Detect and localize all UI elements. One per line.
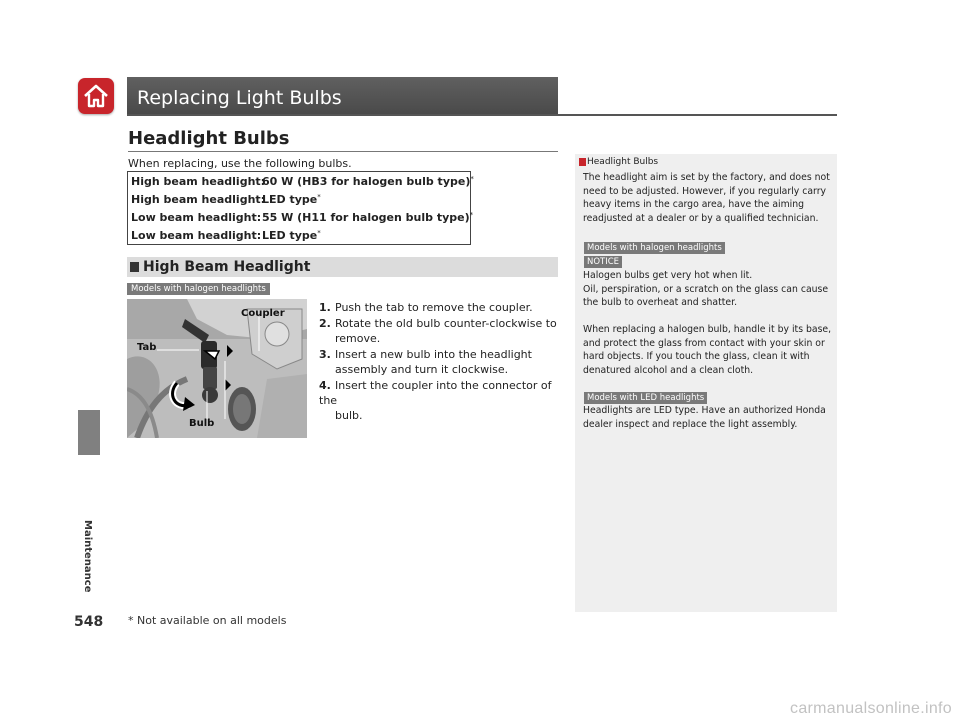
footnote-mark: * xyxy=(317,193,321,201)
footnote-mark: * xyxy=(470,175,474,183)
step-text: Insert the coupler into the connector of the xyxy=(319,379,552,407)
step-text: Insert a new bulb into the headlight xyxy=(335,348,532,361)
title-bar xyxy=(127,77,558,114)
step-text: Push the tab to remove the coupler. xyxy=(335,301,533,314)
step-item xyxy=(319,378,559,423)
section-rule xyxy=(128,151,558,152)
label-tab: Tab xyxy=(137,342,157,353)
model-badge-halogen: Models with halogen headlights xyxy=(584,242,725,254)
headlight-illustration xyxy=(127,299,307,438)
section-title: Headlight Bulbs xyxy=(128,128,290,149)
subsection-title: High Beam Headlight xyxy=(143,259,311,275)
step-item xyxy=(319,347,559,377)
note-paragraph: When replacing a halogen bulb, handle it by its base, and protect the glass from contact with your skin or hard objects. If you touch the glass, clean it with denatured alcohol and a clean cloth. xyxy=(583,324,832,376)
step-number: 4. xyxy=(319,379,331,392)
model-badge-halogen: Models with halogen headlights xyxy=(127,283,270,295)
notice-badge: NOTICE xyxy=(584,256,622,268)
intro-text: When replacing, use the following bulbs. xyxy=(128,157,352,170)
bulb-label: Low beam headlight: xyxy=(131,211,262,224)
step-number: 1. xyxy=(319,301,331,314)
chapter-tab-marker xyxy=(78,410,100,455)
bulb-label: High beam headlight: xyxy=(131,193,266,206)
notes-panel xyxy=(575,154,837,612)
step-number: 2. xyxy=(319,317,331,330)
step-text: Rotate the old bulb counter-clockwise to xyxy=(335,317,557,330)
label-bulb: Bulb xyxy=(189,418,215,429)
footnote-mark: * xyxy=(469,211,474,219)
header-rule xyxy=(127,114,837,116)
chapter-label: Maintenance xyxy=(82,520,93,593)
model-badge-led: Models with LED headlights xyxy=(584,392,707,404)
watermark: carmanualsonline.info xyxy=(790,700,952,717)
bulb-value: 55 W (H11 for halogen bulb type)* xyxy=(262,211,474,224)
page-number: 548 xyxy=(74,614,104,630)
step-number: 3. xyxy=(319,348,331,361)
subsection-heading xyxy=(127,257,558,277)
bulb-value: 60 W (HB3 for halogen bulb type)* xyxy=(262,175,474,188)
bulb-label: High beam headlight: xyxy=(131,175,266,188)
footnote: * Not available on all models xyxy=(128,614,287,627)
footnote-mark: * xyxy=(317,229,321,237)
step-text-cont: assembly and turn it clockwise. xyxy=(335,363,509,376)
bulb-label: Low beam headlight: xyxy=(131,229,262,242)
note-paragraph: The headlight aim is set by the factory, and does not need to be adjusted. However, if you regularly carry heavy items in the cargo area, have the aiming readjusted at a dealer or by a qualified technician. xyxy=(583,172,830,224)
label-coupler: Coupler xyxy=(241,308,285,319)
step-item xyxy=(319,316,559,346)
step-text-cont: remove. xyxy=(335,332,381,345)
home-icon xyxy=(82,82,110,110)
note-paragraph: Headlights are LED type. Have an authorized Honda dealer inspect and replace the light assembly. xyxy=(583,405,826,430)
home-button[interactable] xyxy=(78,78,114,114)
bulb-value: LED type* xyxy=(262,193,321,206)
heading-square-icon xyxy=(130,262,139,272)
step-item xyxy=(319,300,559,315)
note-marker-icon xyxy=(579,158,586,166)
note-paragraph: Halogen bulbs get very hot when lit. Oil, perspiration, or a scratch on the glass can cause the bulb to overheat and shatter. xyxy=(583,270,829,308)
notes-heading: Headlight Bulbs xyxy=(587,157,659,167)
bulb-value: LED type* xyxy=(262,229,321,242)
page-title: Replacing Light Bulbs xyxy=(137,87,342,109)
step-text-cont: bulb. xyxy=(335,409,363,422)
bulb-table xyxy=(127,171,474,245)
